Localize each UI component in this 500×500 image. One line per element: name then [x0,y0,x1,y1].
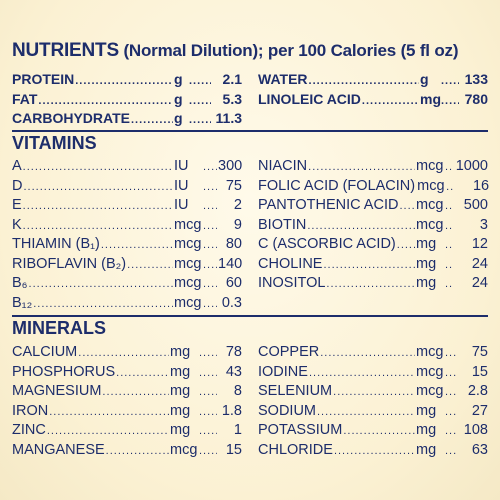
dot-leader [203,236,217,256]
nutrient-value: 133 [464,71,488,87]
nutrient-value: 11.3 [215,110,242,126]
mineral-unit: mcg [416,363,444,380]
vitamin-name: E [12,197,22,213]
dot-leader [23,217,173,237]
vitamins-heading: VITAMINS [12,133,97,153]
vitamins-right-column [258,157,488,294]
vitamin-value: 24 [471,255,488,272]
vitamin-unit: IU [174,158,189,174]
vitamin-name: K [12,216,22,233]
dot-leader [445,158,453,178]
mineral-name: SODIUM [258,402,316,419]
mineral-row [258,441,488,461]
mineral-value: 1 [233,422,242,438]
vitamin-name: C (ASCORBIC ACID) [258,236,396,252]
mineral-value: 1.8 [221,402,242,419]
dot-leader [445,197,453,217]
mineral-value: 15 [471,363,488,380]
dot-leader [333,383,415,403]
dot-leader [199,403,217,423]
nutrient-row [258,70,488,90]
dot-leader [445,236,453,256]
mineral-row [258,421,488,441]
dot-leader [445,442,457,462]
dot-leader [308,158,415,178]
mineral-value: 8 [233,383,242,399]
nutrient-name: LINOLEIC ACID [258,90,361,107]
dot-leader [127,256,173,276]
dot-leader [78,344,169,364]
dot-leader [29,275,173,295]
mineral-row [12,441,242,461]
nutrient-row [12,70,242,90]
dot-leader [199,442,217,462]
vitamin-row [258,216,488,236]
vitamin-value: 24 [471,275,488,291]
dot-leader [323,256,415,276]
vitamins-left-column [12,157,242,313]
vitamin-name: RIBOFLAVIN (B₂) [12,255,127,272]
dot-leader [101,236,173,256]
mineral-unit: mg [170,422,191,438]
vitamin-unit: mg [416,275,437,291]
dot-leader [307,217,415,237]
dot-leader [75,72,173,92]
vitamin-value: 16 [472,177,490,194]
vitamin-value: 75 [225,177,242,194]
mineral-name: SELENIUM [258,383,333,399]
vitamin-unit: IU [174,177,189,194]
vitamin-unit: mcg [174,216,202,233]
nutrient-name: CARBOHYDRATE [12,110,130,126]
vitamin-row [12,177,242,197]
mineral-row [258,402,488,422]
vitamin-value: 60 [225,275,242,291]
vitamin-row [258,255,488,275]
vitamin-value: 500 [463,197,488,213]
mineral-unit: mcg [416,344,444,360]
dot-leader [189,72,211,92]
vitamin-name: NIACIN [258,158,308,174]
vitamin-unit: mcg [174,294,202,311]
vitamin-name: CHOLINE [258,255,323,272]
dot-leader [189,92,211,112]
mineral-name: COPPER [258,344,320,360]
mineral-row [258,382,488,402]
vitamin-name: FOLIC ACID (FOLACIN) [258,177,416,194]
dot-leader [445,364,457,384]
vitamin-row [12,196,242,216]
minerals-heading: MINERALS [12,318,106,338]
dot-leader [334,442,415,462]
dot-leader [199,422,217,442]
vitamin-row [258,274,488,294]
dot-leader [199,344,217,364]
nutrients-right-column [258,70,488,109]
minerals-left-column [12,343,242,460]
dot-leader [445,422,457,442]
nutrient-name: FAT [12,90,38,107]
title-sub: (Normal Dilution); per 100 Calories (5 fl oz) [123,41,459,60]
dot-leader [445,344,457,364]
minerals-right-column [258,343,488,460]
mineral-unit: mg [416,422,437,438]
mineral-row [12,343,242,363]
vitamin-name: A [12,158,22,174]
nutrient-value: 5.3 [222,90,242,107]
vitamin-value: 12 [471,236,488,252]
mineral-name: IRON [12,402,49,419]
nutrient-unit: mg [420,90,441,107]
nutrient-name: PROTEIN [12,71,75,87]
vitamin-value: 300 [218,158,243,174]
dot-leader [189,111,211,131]
mineral-unit: mg [170,402,191,419]
mineral-unit: mcg [416,383,444,399]
mineral-row [12,421,242,441]
dot-leader [203,295,217,315]
vitamin-value: 2 [233,197,242,213]
vitamin-name: THIAMIN (B₁) [12,236,100,252]
vitamin-row [12,255,242,275]
dot-leader [343,422,415,442]
mineral-row [12,382,242,402]
vitamin-row [258,196,488,216]
vitamin-value: 9 [233,216,242,233]
mineral-name: CHLORIDE [258,441,333,458]
vitamin-unit: mg [416,236,437,252]
mineral-unit: mg [170,363,191,380]
nutrient-value: 780 [464,90,488,107]
vitamin-value: 1000 [455,158,488,174]
mineral-value: 15 [225,441,242,458]
dot-leader [23,197,173,217]
dot-leader [441,92,459,112]
dot-leader [199,364,217,384]
dot-leader [445,256,453,276]
vitamin-row [258,157,488,177]
dot-leader [441,72,459,92]
dot-leader [203,178,217,198]
vitamin-row [258,235,488,255]
vitamin-unit: mg [416,255,437,272]
dot-leader [309,364,415,384]
dot-leader [397,236,415,256]
nutrient-unit: g [174,110,183,126]
nutrient-value: 2.1 [222,71,242,87]
mineral-row [258,343,488,363]
mineral-value: 75 [471,344,488,360]
dot-leader [203,217,217,237]
nutrient-row [12,109,242,129]
mineral-unit: mg [170,383,191,399]
mineral-row [258,363,488,383]
dot-leader [399,197,415,217]
dot-leader [445,383,457,403]
dot-leader [131,111,173,131]
mineral-unit: mg [416,441,437,458]
vitamin-row [12,216,242,236]
mineral-value: 2.8 [467,383,488,399]
mineral-row [12,402,242,422]
dot-leader [446,178,454,198]
dot-leader [102,383,169,403]
vitamin-row [12,157,242,177]
mineral-value: 108 [463,422,488,438]
nutrient-unit: g [174,90,183,107]
dot-leader [49,403,169,423]
mineral-unit: mg [170,344,191,360]
dot-leader [445,403,457,423]
nutrient-unit: g [174,71,183,87]
vitamin-row [258,177,488,197]
dot-leader [445,217,453,237]
vitamin-unit: mcg [416,197,444,213]
mineral-name: ZINC [12,422,46,438]
vitamin-unit: mcg [174,275,202,291]
nutrient-name: WATER [258,71,308,87]
vitamin-value: 140 [218,255,243,272]
title-main: NUTRIENTS [12,40,119,61]
mineral-unit: mcg [170,441,198,458]
mineral-name: MAGNESIUM [12,383,102,399]
nutrient-unit: g [420,71,429,87]
mineral-unit: mg [416,402,437,419]
vitamin-value: 3 [479,216,488,233]
vitamin-value: 80 [225,236,242,252]
dot-leader [106,442,169,462]
vitamin-name: INOSITOL [258,275,326,291]
vitamin-name: B₆ [12,275,28,291]
dot-leader [203,197,217,217]
dot-leader [47,422,169,442]
vitamin-name: BIOTIN [258,216,307,233]
nutrient-row [12,90,242,110]
mineral-value: 78 [225,344,242,360]
vitamin-name: D [12,177,23,194]
mineral-value: 43 [225,363,242,380]
vitamin-unit: mcg [174,255,202,272]
dot-leader [203,275,217,295]
mineral-row [12,363,242,383]
dot-leader [199,383,217,403]
dot-leader [317,403,415,423]
nutrients-left-column [12,70,242,129]
vitamin-row [12,294,242,314]
vitamin-unit: mcg [417,177,445,194]
dot-leader [116,364,169,384]
vitamin-row [12,235,242,255]
panel-title [12,40,458,62]
vitamin-unit: mcg [416,216,444,233]
mineral-name: IODINE [258,363,308,380]
vitamin-unit: IU [174,197,189,213]
mineral-value: 63 [471,441,488,458]
dot-leader [362,92,419,112]
vitamin-unit: mcg [416,158,444,174]
mineral-name: MANGANESE [12,441,105,458]
mineral-name: PHOSPHORUS [12,363,116,380]
dot-leader [320,344,415,364]
dot-leader [203,256,217,276]
dot-leader [203,158,217,178]
nutrient-row [258,90,488,110]
dot-leader [23,158,173,178]
vitamin-value: 0.3 [221,294,242,311]
vitamin-name: PANTOTHENIC ACID [258,197,399,213]
vitamin-row [12,274,242,294]
dot-leader [326,275,415,295]
mineral-value: 27 [471,402,488,419]
dot-leader [445,275,453,295]
vitamin-name: B₁₂ [12,294,33,311]
dot-leader [33,295,173,315]
dot-leader [23,178,173,198]
mineral-name: CALCIUM [12,344,78,360]
mineral-name: POTASSIUM [258,422,343,438]
vitamin-unit: mcg [174,236,202,252]
